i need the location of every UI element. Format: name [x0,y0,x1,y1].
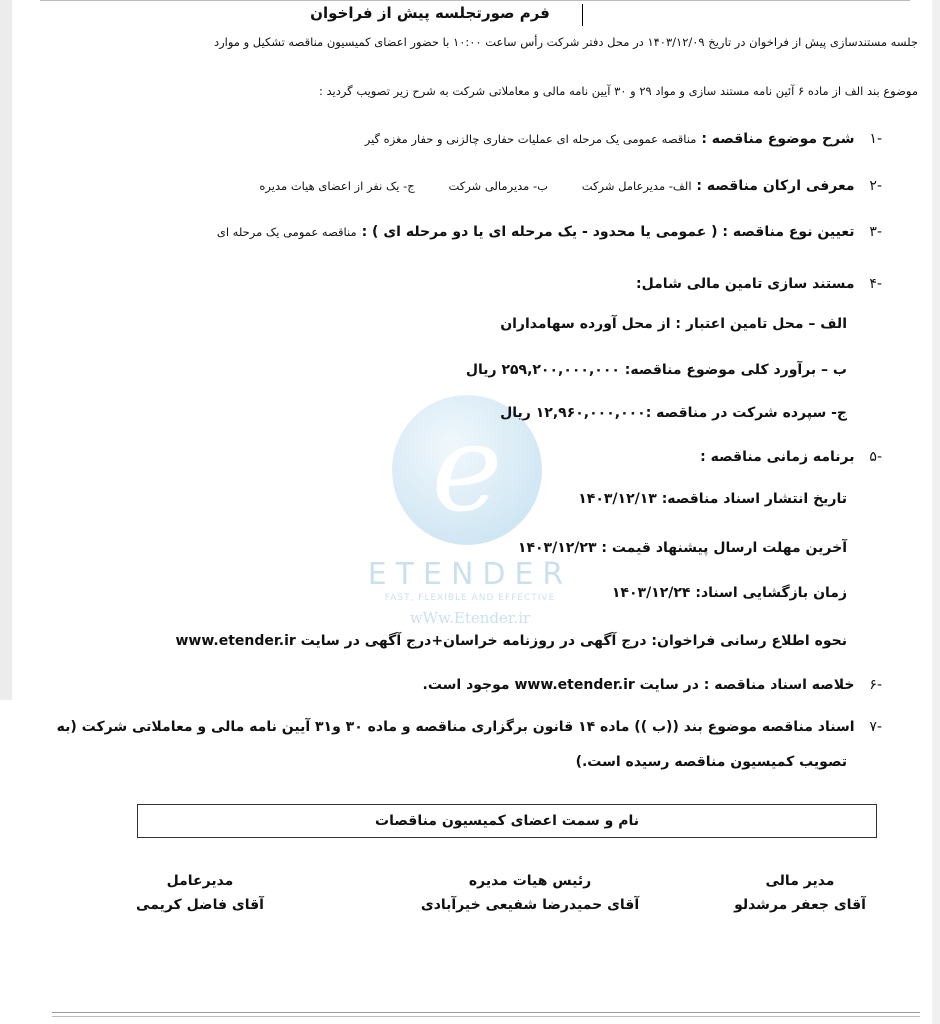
top-rule [40,0,910,1]
watermark-url: wWw.Etender.ir [409,609,531,627]
section-number: -۴ [869,276,882,292]
signatory-board-chair [400,873,660,913]
element-item: الف- مدیرعامل شرکت [581,179,692,193]
element-item: ب- مدیرمالی شرکت [448,179,548,193]
funding-source: الف – محل تامین اعتبار : از محل آورده سهامداران [500,316,847,332]
etender-logo-icon: e [392,395,542,545]
text-cursor [582,4,583,26]
committee-heading-box [137,804,877,838]
submission-deadline: آخرین مهلت ارسال پیشنهاد قیمت : ۱۴۰۳/۱۲/۲۳ [517,540,847,556]
section-label: شرح موضوع مناقصه : [701,131,855,147]
section-5-schedule [700,449,882,465]
committee-heading: نام و سمت اعضای کمیسیون مناقصات [375,813,639,829]
page-edge-right [932,0,940,1024]
section-number: -۷ [869,719,882,735]
signatory-role: رئیس هیات مدیره [468,873,592,889]
section-4-funding [636,276,882,292]
bottom-rule [52,1016,920,1017]
section-3-tender-type [217,224,882,240]
watermark-brand: ETENDER [367,557,573,592]
signatory-role: مدیر مالی [765,873,835,889]
signatory-name: آقای حمیدرضا شفیعی خیرآبادی [420,897,640,913]
intro-line-2: موضوع بند الف از ماده ۶ آئین نامه مستند سازی و مواد ۲۹ و ۳۰ آیین نامه مالی و معاملاتی شرکت به شرح زیر تصویب گردید : [318,84,918,98]
signatory-role: مدیرعامل [166,873,234,889]
section-number: -۵ [869,449,882,465]
announcement-method: نحوه اطلاع رسانی فراخوان: درج آگهی در روزنامه خراسان+درج آگهی در سایت www.etender.ir [175,633,847,649]
bottom-rule [52,1012,920,1013]
signatory-name: آقای جعفر مرشدلو [734,897,866,913]
section-label: مستند سازی تامین مالی شامل: [636,276,855,292]
watermark-tagline: FAST, FLEXIBLE AND EFFECTIVE [384,593,556,603]
section-value: مناقصه عمومی یک مرحله ای عملیات حفاری چالزنی و حفار مغزه گیر [364,132,697,146]
intro-line-1: جلسه مستندسازی پیش از فراخوان در تاریخ ۱۴۰۳/۱۲/۰۹ در محل دفتر شرکت رأس ساعت ۱۰:۰۰ با حضور اعضای کمیسیون مناقصه تشکیل و موارد [213,35,918,49]
section-label: تعیین نوع مناقصه : ( عمومی یا محدود - یک مرحله ای یا دو مرحله ای ) : [361,224,855,240]
signatory-ceo [100,873,300,913]
section-6-summary [423,677,883,693]
section-label: برنامه زمانی مناقصه : [700,449,855,465]
total-estimate: ب – برآورد کلی موضوع مناقصه: ۲۵۹,۲۰۰,۰۰۰,۰۰۰ ریال [465,362,847,378]
section-number: -۱ [869,131,882,147]
section-2-tender-elements [259,178,882,194]
section-number: -۳ [869,224,882,240]
signatory-cfo [700,873,900,913]
signatory-name: آقای فاضل کریمی [136,897,264,913]
section-value: مناقصه عمومی یک مرحله ای [216,225,357,239]
page-edge-left [0,0,12,700]
document-title: فرم صورتجلسه پیش از فراخوان [310,4,550,22]
section-text: خلاصه اسناد مناقصه : در سایت www.etender.ir موجود است. [422,677,855,693]
etender-watermark [355,395,585,635]
section-text: اسناد مناقصه موضوع بند ((ب )) ماده ۱۴ قانون برگزاری مناقصه و ماده ۳۰ و۳۱ آیین نامه مالی و معاملاتی شرکت (به [56,719,855,735]
section-1-subject [365,131,882,147]
section-number: -۶ [869,677,882,693]
section-label: معرفی ارکان مناقصه : [696,178,855,194]
bid-bond: ج- سپرده شرکت در مناقصه :۱۲,۹۶۰,۰۰۰,۰۰۰ ریال [500,405,847,421]
opening-date: زمان بازگشایی اسناد: ۱۴۰۳/۱۲/۲۴ [611,585,847,601]
publish-date: تاریخ انتشار اسناد مناقصه: ۱۴۰۳/۱۲/۱۳ [578,491,847,507]
section-7-continuation: تصویب کمیسیون مناقصه رسیده است.) [575,754,847,770]
element-item: ج- یک نفر از اعضای هیات مدیره [259,179,415,193]
section-7-documents [57,719,882,735]
section-number: -۲ [869,178,882,194]
